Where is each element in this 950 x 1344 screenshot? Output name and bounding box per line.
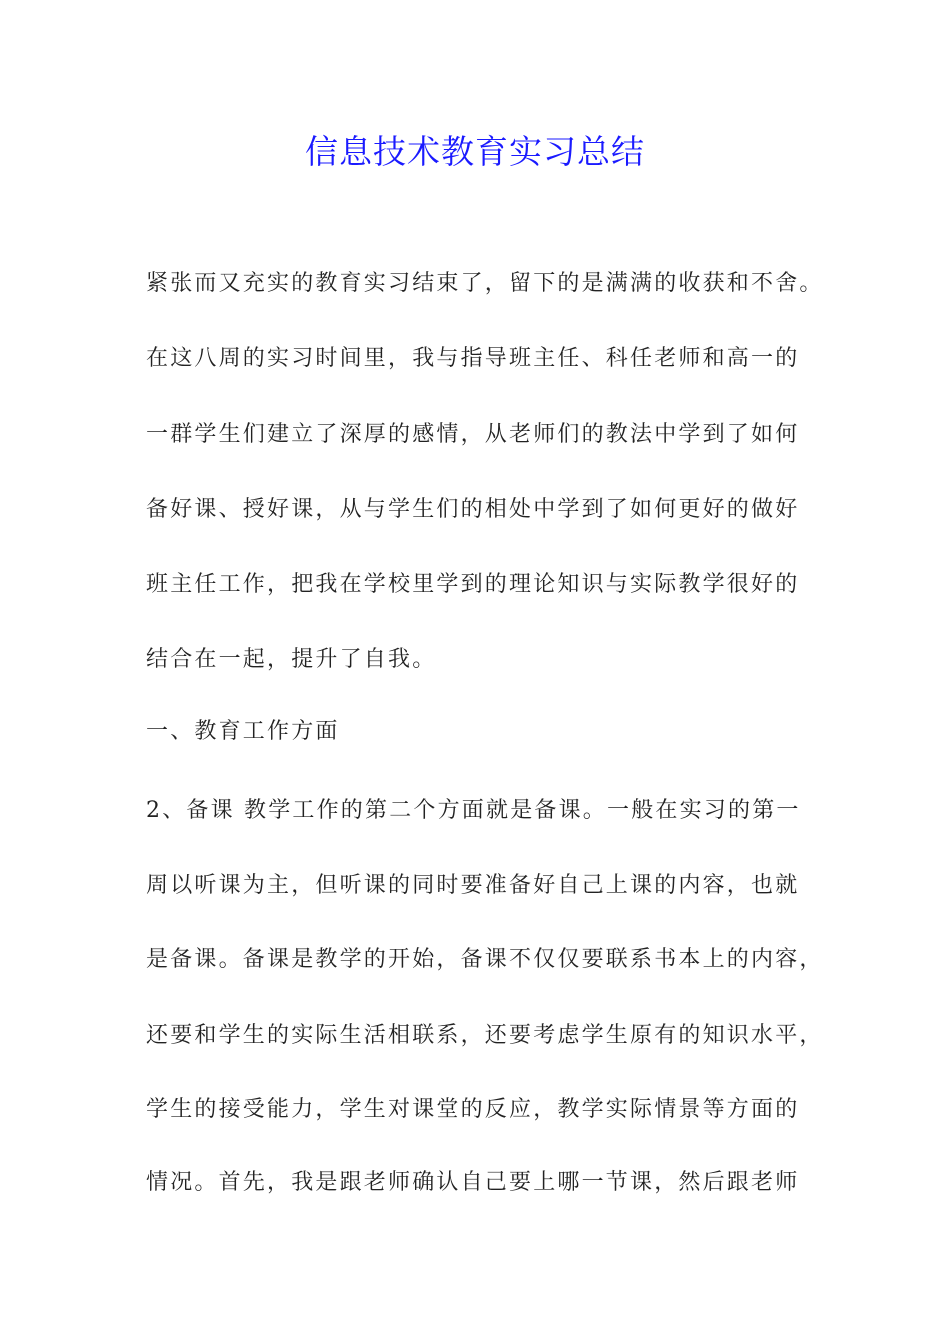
paragraph-line: 周以听课为主，但听课的同时要准备好自己上课的内容，也就 [146, 873, 800, 898]
paragraph-line: 在这八周的实习时间里，我与指导班主任、科任老师和高一的 [146, 346, 800, 371]
paragraph-line: 班主任工作，把我在学校里学到的理论知识与实际教学很好的 [146, 572, 800, 597]
paragraph-line: 备好课、授好课，从与学生们的相处中学到了如何更好的做好 [146, 497, 800, 522]
paragraph-line: 还要和学生的实际生活相联系，还要考虑学生原有的知识水平， [146, 1023, 824, 1048]
paragraph-line: 一群学生们建立了深厚的感情，从老师们的教法中学到了如何 [146, 422, 800, 447]
document-title: 信息技术教育实习总结 [305, 132, 645, 171]
paragraph-line: 紧张而又充实的教育实习结束了，留下的是满满的收获和不舍。 [146, 271, 824, 296]
paragraph-line: 是备课。备课是教学的开始，备课不仅仅要联系书本上的内容， [146, 947, 824, 972]
paragraph-line: 情况。首先，我是跟老师确认自己要上哪一节课，然后跟老师 [146, 1170, 800, 1195]
section-heading: 一、教育工作方面 [146, 719, 340, 744]
paragraph-line: 2、备课 教学工作的第二个方面就是备课。一般在实习的第一 [146, 798, 801, 823]
paragraph-line: 结合在一起，提升了自我。 [146, 647, 437, 672]
paragraph-line: 学生的接受能力，学生对课堂的反应，教学实际情景等方面的 [146, 1097, 800, 1122]
